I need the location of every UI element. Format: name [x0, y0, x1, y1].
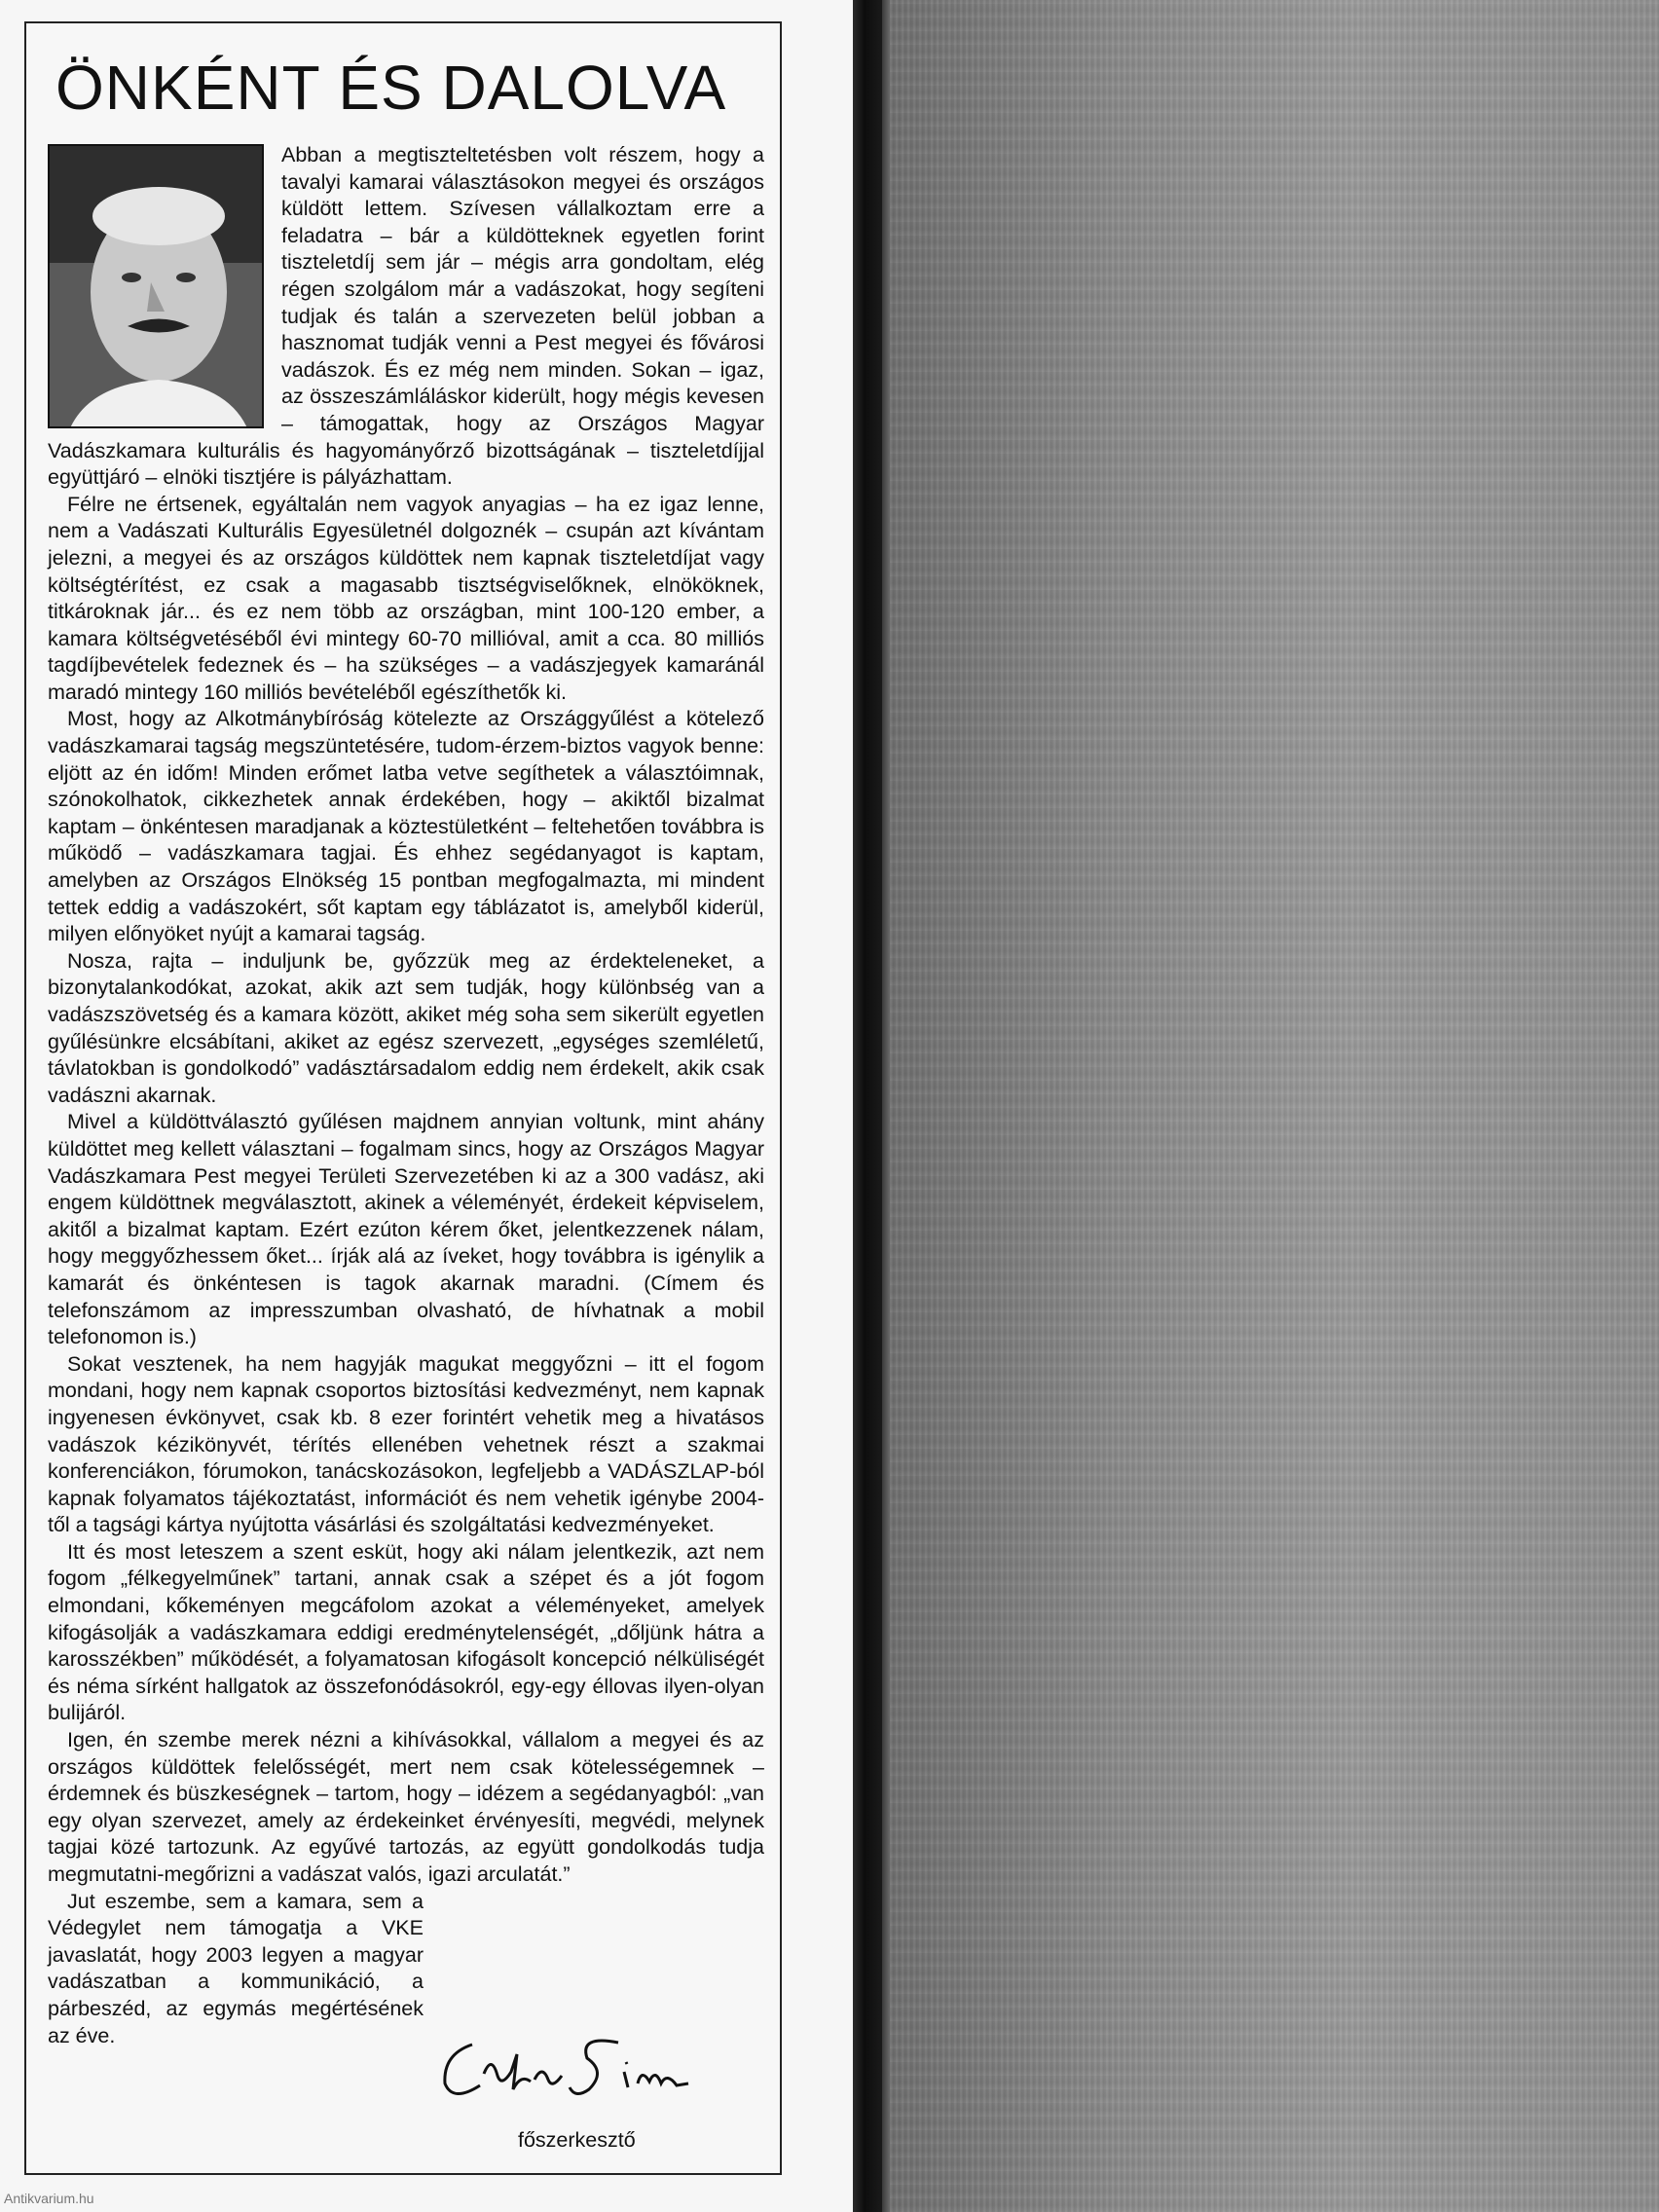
article-paragraph: Nosza, rajta – induljunk be, győzzük meg az érdekteleneket, a bizonytalankodókat, azokat, akik azt sem tudják, hogy különbség van a vadászszövetség és a kamara között, akiket még soha sem sikerült egyetlen gyűlésünkre elcsábítani, akiket az egész szervezett, „egységes szemléletű, távlatokban is gondolkodó” vadásztársadalom eddig nem érdekelt, akik csak vadászni akarnak. [48, 948, 764, 1107]
article-body [48, 142, 764, 2049]
binder-spine [853, 0, 882, 2212]
article-paragraph: Abban a megtiszteltetésben volt részem, hogy a tavalyi kamarai választásokon megyei és országos küldött lettem. Szívesen vállalkoztam erre a feladatra – bár a küldötteknek egyetlen forint tiszteletdíj sem jár – mégis arra gondoltam, elég régen szolgálom már a vadászokat, hogy segíteni tudjak és talán a szervezeten belül jobban a hasznomat tudják venni a Pest megyei és fővárosi vadászok. És ez még nem minden. Sokan – igaz, az összeszámláláskor kiderült, hogy mégis kevesen – támogattak, hogy az Országos Magyar Vadászkamara kulturális és hagyományőrző bizottságának – tiszteletdíjjal együttjáró – elnöki tisztjére is pályázhattam. [48, 143, 764, 490]
signature-title: főszerkesztő [518, 2128, 636, 2152]
article-paragraph: Félre ne értsenek, egyáltalán nem vagyok anyagias – ha ez igaz lenne, nem a Vadászati Kulturális Egyesületnél dolgoznék – csupán azt kívántam jelezni, a megyei és az országos küldöttek nem kapnak tiszteletdíjat vagy költségtérítést, ez csak a magasabb tisztségviselőknek, elnököknek, titkároknak jár... és ez nem több az országban, mint 100-120 ember, a kamara költségvetéséből évi mintegy 60-70 millióval, amit a cca. 80 milliós tagdíjbevételek fedeznek és – ha szükséges – a vadászjegyek kamaránál maradó mintegy 160 milliós bevételéből egészíthetők ki. [48, 492, 764, 704]
article-paragraph: Sokat vesztenek, ha nem hagyják magukat meggyőzni – itt el fogom mondani, hogy nem kapnak csoportos biztosítási kedvezményt, nem kapnak ingyenesen évkönyvet, csak kb. 8 ezer forintért vehetik meg a hivatásos vadászok kézikönyvét, térítés ellenében vehetnek részt a szakmai konferenciákon, fórumokon, tanácskozásokon, legfeljebb a VADÁSZLAP-ból kapnak folyamatos tájékoztatást, információt és nem vehetik igénybe 2004-től a tagsági kártya nyújtotta vásárlási és szolgáltatási kedvezményeket. [48, 1351, 764, 1537]
article-paragraph: Mivel a küldöttválasztó gyűlésen majdnem annyian voltunk, mint ahány küldöttet meg kellett választani – fogalmam sincs, hogy az Országos Magyar Vadászkamara Pest megyei Területi Szervezetében ki az a 300 vadász, aki engem küldöttnek megválasztott, akinek a véleményét, érdekeit képviselem, akitől a bizalmat kaptam. Ezért ezúton kérem őket, jelentkezzenek nálam, hogy meggyőzhessem őket... írják alá az íveket, hogy továbbra is igénylik a kamarát és önkéntesen is tagok akarnak maradni. (Címem és telefonszámom az impresszumban olvasható, de hívhatnak a mobil telefonomon is.) [48, 1110, 764, 1349]
article-paragraph: Most, hogy az Alkotmánybíróság kötelezte az Országgyűlést a kötelező vadászkamarai tagság megszüntetésére, tudom-érzem-biztos vagyok benne: eljött az én időm! Minden erőmet latba vetve segíthetek a választóimnak, szónokolhatok, cikkezhetek annak érdekében, hogy – akiktől bizalmat kaptam – önkéntesen maradjanak a köztestületként – feltehetően továbbra is működő – vadászkamara tagjai. És ehhez segédanyagot is kaptam, amelyben az Országos Elnökség 15 pontban megfogalmazta, mi mindent tettek eddig a vadászokért, sőt kaptam egy táblázatot is, amelyből kiderül, milyen előnyöket nyújt a kamarai tagság. [48, 707, 764, 946]
article-headline: ÖNKÉNT ÉS DALOLVA [55, 53, 727, 123]
watermark: Antikvarium.hu [4, 2191, 94, 2206]
article-paragraph: Igen, én szembe merek nézni a kihívásokkal, vállalom a megyei és az országos küldöttek felelősségét, mert nem csak kötelességemnek – érdemnek és büszkeségnek – tartom, hogy – idézem a segédanyagból: „van egy olyan szervezet, amely az érdekeinket érvényesíti, megvédi, melynek tagjai közé tartozunk. Az egyűvé tartozás, az együtt gondolkodás tudja megmutatni-megőrizni a vadászat valós, igazi arculatát.” [48, 1728, 764, 1886]
handwritten-signature-icon [433, 2025, 784, 2113]
article-frame [24, 21, 782, 2175]
article-paragraph: Itt és most leteszem a szent esküt, hogy aki nálam jelentkezik, azt nem fogom „félkegyelműnek” tartani, annak csak a szépet és a jót fogom elmondani, kőkeményen megcáfolom azokat a véleményeket, amelyek kifogásolják a vadászkamara eddigi eredménytelenségét, „dőljünk hátra a karosszékben” működését, a folyamatosan kifogásolt koncepció nélküliségét és néma sírként hallgatok az összefonódásokról, egy-egy éllovas ilyen-olyan bulijáról. [48, 1539, 764, 1725]
binder-cover [890, 0, 1659, 2212]
binder-spine-edge [882, 0, 890, 2212]
article-paragraph: Jut eszembe, sem a kamara, sem a Védegylet nem támogatja a VKE javaslatát, hogy 2003 legyen a magyar vadászatban a kommunikáció, a párbeszéd, az egymás megértésének az éve. [48, 1889, 424, 2047]
